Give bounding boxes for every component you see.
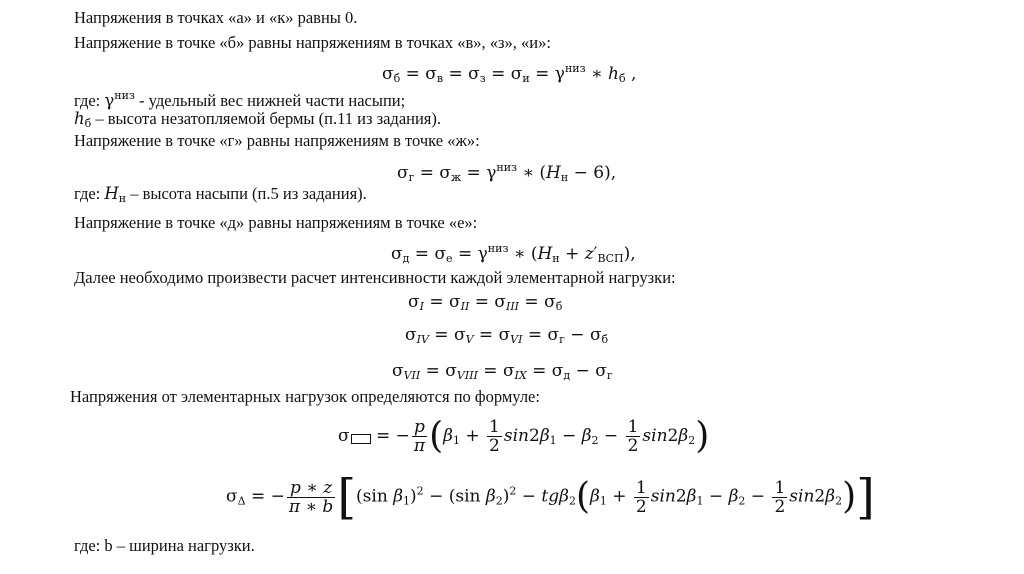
formula-rect-load: σ = − $\frac{p}{\pi}$ ($\beta_1$ + $\frac{1}{2}$ $\sin 2\beta_1 - \beta_2$ − $\frac{1}{2}$ $\sin 2\beta_2$) bbox=[338, 415, 710, 457]
text-line-4: $h_б$ – высота незатопляемой бермы (п.11 из задания). bbox=[74, 109, 442, 130]
formula-triangle-load: $\sigma_\Delta$ = − $\frac{p ∗ z}{\pi ∗ b}$ [(sin $\beta_1)^2 - (\sin$ $\beta_2)^2 - tg\beta_2(\beta_1$ + $\frac{1}{2}$ $\sin 2\beta_1 - \beta_2$ − $\frac{1}{2}$ $\sin 2\beta_2$)] bbox=[226, 469, 875, 525]
text-line-3: где: $\gamma^{низ}$ - удельный вес нижней части насыпи; bbox=[74, 89, 406, 110]
text-line-7: Напряжение в точке «д» равны напряжениям в точке «е»: bbox=[74, 213, 478, 232]
formula-sigma-b: $\sigma_б = \sigma_в = \sigma_з = \sigma_и = \gamma^{низ}$ ∗ $h_б$ , bbox=[382, 62, 637, 85]
text-line-8: Далее необходимо произвести расчет интенсивности каждой элементарной нагрузки: bbox=[74, 268, 676, 287]
text-line-1: Напряжения в точках «а» и «к» равны 0. bbox=[74, 8, 358, 27]
formula-sigma-4-6: $\sigma_{IV} = \sigma_V = \sigma_{VI} = \sigma_г - \sigma_б$ bbox=[405, 325, 609, 346]
text-line-5: Напряжение в точке «г» равны напряжениям в точке «ж»: bbox=[74, 131, 480, 150]
formula-sigma-g: $\sigma_г = \sigma_ж = \gamma^{низ}$ ∗ $(H_н - 6)$, bbox=[397, 161, 617, 184]
text-line-2: Напряжение в точке «б» равны напряжениям в точках «в», «з», «и»: bbox=[74, 33, 551, 52]
text-line-10: где: b – ширина нагрузки. bbox=[74, 536, 255, 555]
text-line-9: Напряжения от элементарных нагрузок определяются по формуле: bbox=[70, 387, 540, 406]
formula-sigma-d: $\sigma_д = \sigma_е = \gamma^{низ}$ ∗ $(H_н + z'_{ВСП})$, bbox=[391, 242, 636, 265]
text-line-6: где: $H_н$ – высота насыпи (п.5 из задания). bbox=[74, 184, 367, 205]
formula-sigma-1-3: $\sigma_I = \sigma_{II} = \sigma_{III} = \sigma_б$ bbox=[408, 292, 563, 313]
formula-sigma-7-9: $\sigma_{VII} = \sigma_{VIII} = \sigma_{IX} = \sigma_д - \sigma_г$ bbox=[392, 361, 613, 382]
